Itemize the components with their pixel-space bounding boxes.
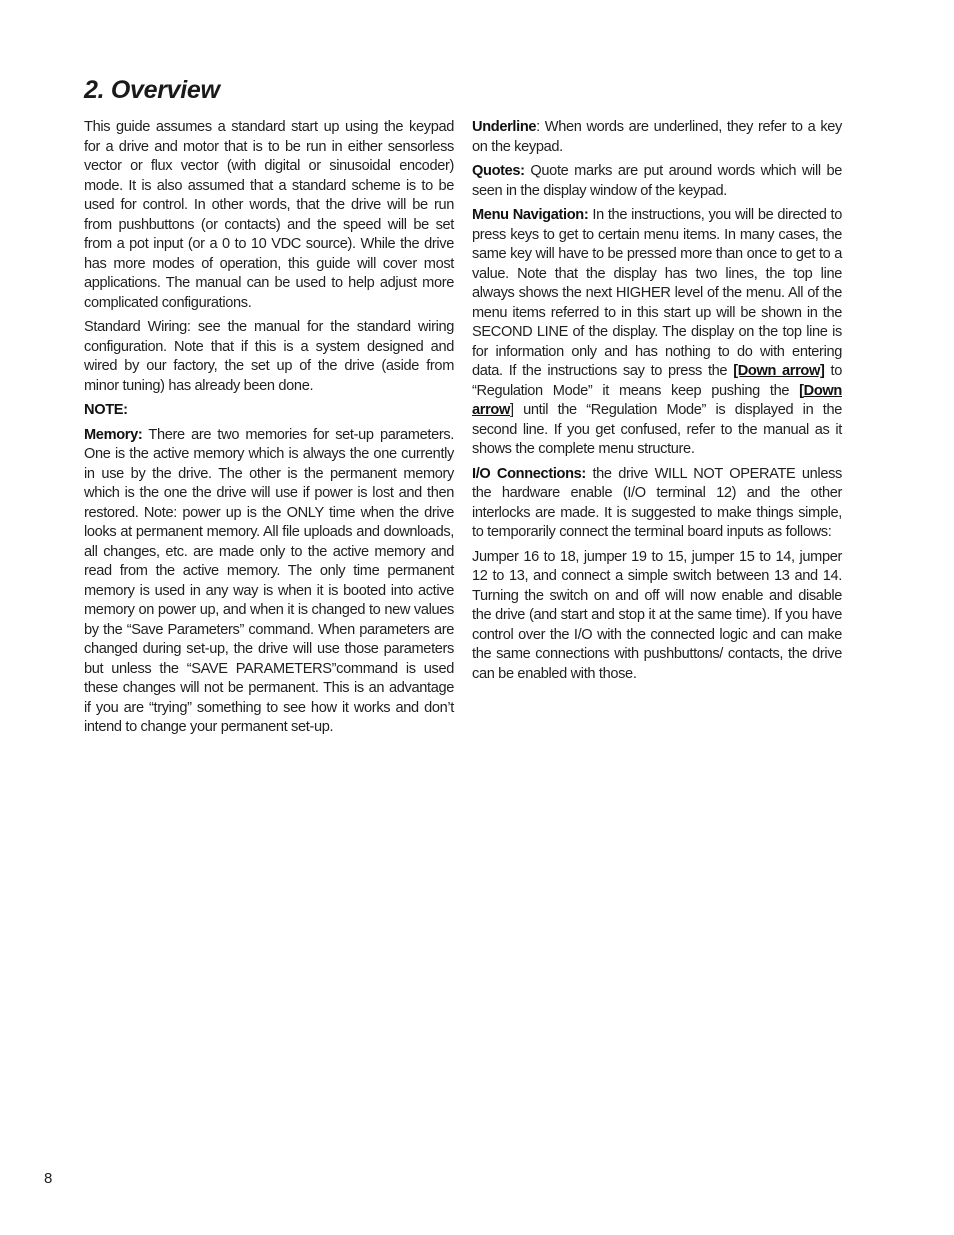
io-connections-label: I/O Connections:: [472, 465, 586, 482]
intro-paragraph: This guide assumes a standard start up using the keypad for a drive and motor that is to be run in either sensorless vector or flux vector (with digital or sinusoidal encoder) mode. It is also assumed that a standard scheme is to be used for control. In other words, that the drive will be run from pushbuttons (or contacts) and the speed will be set from a pot input (or a 0 to 10 VDC source). While the drive has more modes of operation, this guide will cover most applications. The manual can be used to help adjust more complicated configurations.: [84, 119, 454, 311]
quotes-text: Quote marks are put around words which will be seen in the display window of the keypad.: [472, 163, 842, 199]
memory-label: Memory:: [84, 426, 143, 443]
menu-navigation-text-3: ] until the “Regulation Mode” is displayed in the second line. If you get confused, refer to the manual as it shows the complete menu structure.: [472, 402, 842, 457]
underline-paragraph: [472, 118, 842, 157]
quotes-label: Quotes:: [472, 163, 525, 179]
io-connections-paragraph: [472, 465, 842, 543]
menu-navigation-label: Menu Navigation:: [472, 207, 589, 223]
left-column: [84, 118, 454, 743]
menu-navigation-text-1: In the instructions, you will be directed to press keys to get to certain menu items. In many cases, the same key will have to be pressed more than once to get to a value. Note that the display has two lines, the top line always shows the next HIGHER level of the menu. All of the menu items referred to in this start up will be shown in the SECOND LINE of the display. The display on the top line is for information only and has nothing to do with entering data. If the instructions say to press the: [472, 207, 842, 379]
underline-label: Underline: [472, 119, 537, 135]
io-connections-text: the drive WILL NOT OPERATE unless the hardware enable (I/O terminal 12) and the other interlocks are made. It is suggested to make things simple, to temporarily connect the terminal board inputs as follows:: [472, 465, 842, 540]
memory-text: There are two memories for set-up parameters. One is the active memory which is always the one currently in use by the drive. The other is the permanent memory which is the one the drive will use if power is lost and then restored. Note: power up is the ONLY time when the drive looks at permanent memory. All file uploads and downloads, all changes, etc. are made only to the active memory and read from the active memory. The only time permanent memory is used in any way is when it is booted into active memory on power up, and when it is changed to new values by the “Save Parameters” command. When parameters are changed during set-up, the drive will use those parameters but unless the “SAVE PARAMETERS”command is used these changes will not be permanent. This is an advantage if you are “trying” something to see how it works and don’t intend to change your permanent set-up.: [84, 426, 454, 735]
right-column: [472, 118, 842, 689]
jumper-paragraph: Jumper 16 to 18, jumper 19 to 15, jumper 15 to 14, jumper 12 to 13, and connect a simple switch between 13 and 14. Turning the switch on and off will now enable and disable the drive (and start and stop it at the same time). If you have control over the I/O with the connected logic and can make the same connections with pushbuttons/ contacts, the drive can be enabled with those.: [472, 548, 842, 682]
menu-navigation-text-2: to “Regulation Mode” it means keep pushing the: [472, 363, 842, 399]
page-number: 8: [44, 1170, 53, 1187]
down-arrow-key-1: [Down arrow]: [733, 363, 825, 379]
quotes-paragraph: [472, 162, 842, 201]
note-heading: NOTE:: [84, 402, 128, 418]
menu-navigation-paragraph: [472, 206, 842, 460]
down-arrow-key-2: [Down arrow: [472, 382, 842, 418]
page-title: 2. Overview: [84, 76, 220, 104]
note-heading-paragraph: [84, 401, 454, 421]
underline-text: : When words are underlined, they refer to a key on the keypad.: [472, 119, 842, 155]
standard-wiring-paragraph: Standard Wiring: see the manual for the standard wiring configuration. Note that if this is a system designed and wired by our factory, the set up of the drive (aside from minor tuning) has already been done.: [84, 319, 454, 394]
memory-paragraph: [84, 426, 454, 738]
